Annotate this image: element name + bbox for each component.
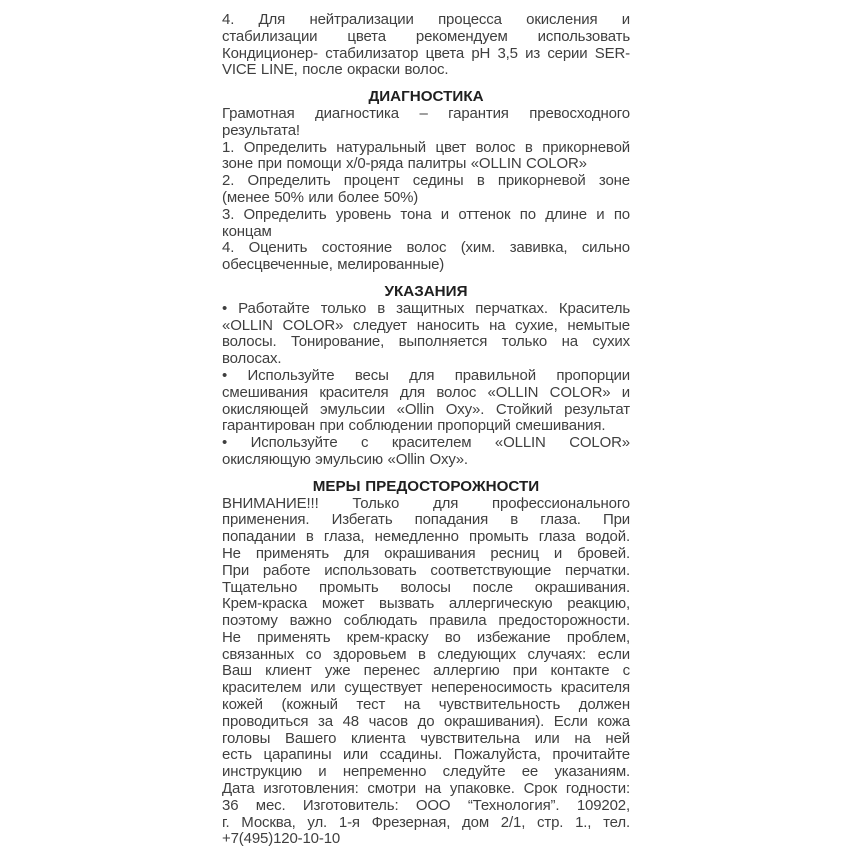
text-line: головы Вашего клиента чувствительна или на ней bbox=[222, 729, 630, 747]
text-line: (менее 50% или более 50%) bbox=[222, 188, 419, 206]
text-line: результата! bbox=[222, 121, 300, 139]
text-line: волосах. bbox=[222, 350, 282, 368]
text-line: ВНИМАНИЕ!!! Только для профессионального bbox=[222, 494, 630, 512]
text-line: проводиться за 48 часов до окрашивания). Если кожа bbox=[222, 712, 630, 730]
text-line: концам bbox=[222, 222, 272, 240]
text-line: Не применять для окрашивания ресниц и бровей. bbox=[222, 544, 630, 562]
text-line: зоне при помощи х/0-ряда палитры «OLLIN COLOR» bbox=[222, 155, 587, 173]
section-heading-3: МЕРЫ ПРЕДОСТОРОЖНОСТИ bbox=[312, 477, 540, 495]
text-line: Ваш клиент уже перенес аллергию при контакте с bbox=[222, 662, 630, 680]
text-line: поэтому важно соблюдать правила предосторожности. bbox=[222, 612, 630, 630]
text-line: красителем или существует непереносимость красителя bbox=[222, 679, 630, 697]
text-line: обесцвеченные, мелированные) bbox=[222, 256, 445, 274]
text-line: 4. Для нейтрализации процесса окисления и bbox=[222, 11, 630, 28]
text-line: Кондиционер- стабилизатор цвета pH 3,5 из серии SER- bbox=[222, 44, 630, 62]
text-line: «OLLIN COLOR» следует наносить на сухие, немытые bbox=[222, 316, 630, 334]
text-line: +7(495)120-10-10 bbox=[222, 830, 341, 848]
text-line: волосы. Тонирование, выполняется только на сухих bbox=[222, 333, 630, 351]
text-line: • Работайте только в защитных перчатках. Краситель bbox=[222, 299, 630, 317]
text-line: окисляющую эмульсию «Ollin Oxy». bbox=[222, 450, 468, 468]
text-line: смешивания красителя для волос «OLLIN COLOR» и bbox=[222, 383, 630, 401]
section-heading-1: ДИАГНОСТИКА bbox=[368, 88, 484, 106]
text-line: Тщательно промыть волосы после окрашивания. bbox=[222, 578, 630, 596]
text-line: VICE LINE, после окраски волос. bbox=[222, 61, 449, 79]
text-line: 36 мес. Изготовитель: ООО “Технология”. 109202, bbox=[222, 796, 630, 814]
text-line: связанных со здоровьем в следующих случаях: если bbox=[222, 645, 630, 663]
section-heading-2: УКАЗАНИЯ bbox=[384, 282, 468, 300]
text-line: • Используйте с красителем «OLLIN COLOR» bbox=[222, 434, 630, 452]
text-line: попадании в глаза, немедленно промыть глаза водой. bbox=[222, 528, 630, 546]
text-line: Крем-краска может вызвать аллергическую реакцию, bbox=[222, 595, 630, 613]
document bbox=[222, 12, 630, 848]
text-line: Не применять крем-краску во избежание проблем, bbox=[222, 628, 630, 646]
text-line: Дата изготовления: смотри на упаковке. Срок годности: bbox=[222, 780, 630, 798]
text-line: 2. Определить процент седины в прикорневой зоне bbox=[222, 172, 630, 190]
text-line: 3. Определить уровень тона и оттенок по длине и по bbox=[222, 205, 630, 223]
text-line: окисляющей эмульсии «Ollin Oxy». Стойкий результат bbox=[222, 400, 630, 418]
text-line: Грамотная диагностика – гарантия превосходного bbox=[222, 104, 630, 122]
text-line: При работе использовать соответствующие перчатки. bbox=[222, 561, 630, 579]
text-line: г. Москва, ул. 1-я Фрезерная, дом 2/1, стр. 1., тел. bbox=[222, 813, 630, 831]
text-line: гарантирован при соблюдении пропорций смешивания. bbox=[222, 417, 606, 435]
text-line: применения. Избегать попадания в глаза. При bbox=[222, 511, 630, 529]
text-line: • Используйте весы для правильной пропорции bbox=[222, 366, 630, 384]
text-line: стабилизации цвета рекомендуем использовать bbox=[222, 27, 630, 45]
text-line: кожей (кожный тест на чувствительность должен bbox=[222, 696, 630, 714]
text-line: есть царапины или ссадины. Пожалуйста, прочитайте bbox=[222, 746, 630, 764]
text-line: 1. Определить натуральный цвет волос в прикорневой bbox=[222, 138, 630, 156]
text-line: инструкцию и непременно следуйте ее указаниям. bbox=[222, 763, 630, 781]
text-line: 4. Оценить состояние волос (хим. завивка, сильно bbox=[222, 239, 630, 257]
